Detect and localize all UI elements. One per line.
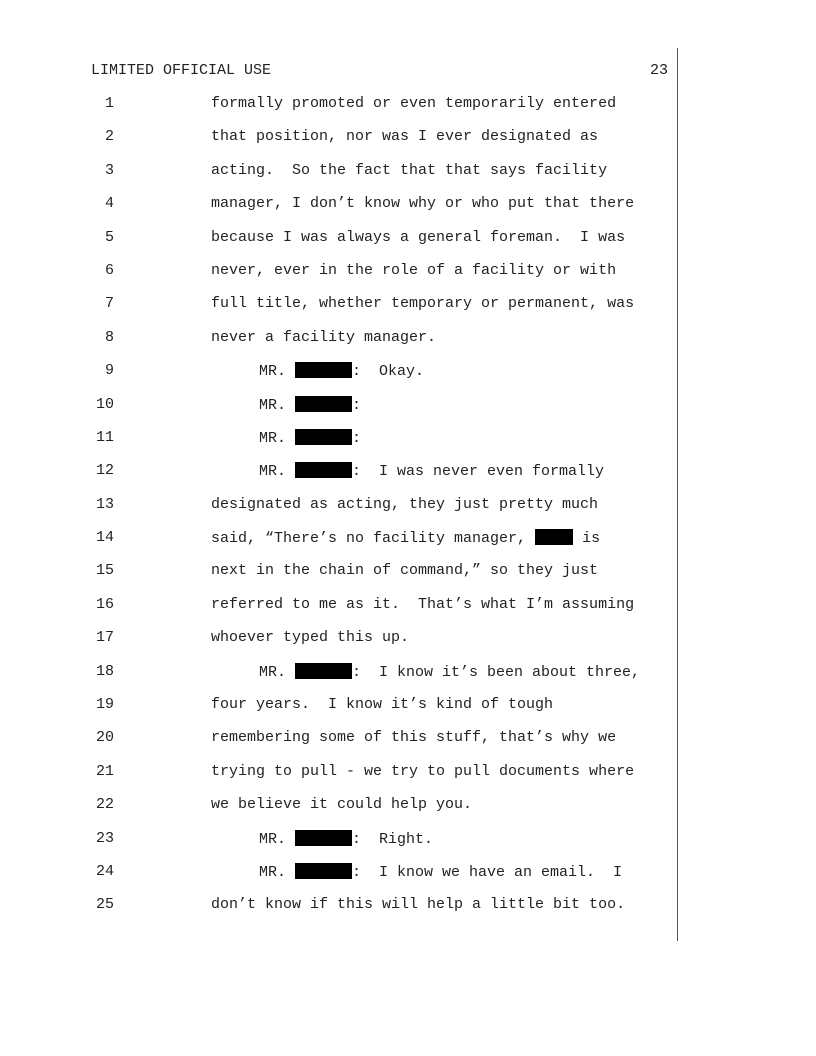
- speaker-line: [259, 830, 433, 848]
- transcript-line: [0, 587, 816, 620]
- speaker-title: MR.: [259, 830, 296, 848]
- redaction-box: [295, 863, 352, 879]
- redaction-box: [295, 830, 352, 846]
- line-text: : I know it’s been about three,: [352, 663, 641, 681]
- transcript-line: [0, 420, 816, 453]
- transcript-line: [0, 787, 816, 820]
- line-text: referred to me as it. That’s what I’m assuming: [211, 595, 635, 613]
- redaction-box: [295, 362, 352, 378]
- speaker-title: MR.: [259, 863, 296, 881]
- line-text: manager, I don’t know why or who put that there: [211, 195, 635, 213]
- transcript-line: [0, 854, 816, 887]
- transcript-body: [0, 86, 816, 921]
- speaker-line: [259, 429, 361, 447]
- speaker-line: [259, 462, 604, 480]
- line-text: trying to pull - we try to pull documents where: [211, 762, 635, 780]
- line-text: that position, nor was I ever designated as: [211, 128, 599, 146]
- line-text: :: [352, 429, 362, 447]
- line-number: 16: [95, 595, 114, 613]
- speaker-title: MR.: [259, 663, 296, 681]
- line-number: 21: [95, 762, 114, 780]
- line-number: 9: [104, 362, 114, 380]
- speaker-title: MR.: [259, 429, 296, 447]
- line-text: don’t know if this will help a little bit too.: [211, 896, 626, 914]
- transcript-line: [0, 487, 816, 520]
- line-number: 24: [95, 862, 114, 880]
- redaction-box: [295, 663, 352, 679]
- line-text: : I was never even formally: [352, 463, 605, 481]
- speaker-title: MR.: [259, 363, 296, 381]
- line-text: next in the chain of command,” so they just: [211, 562, 599, 580]
- line-text: is: [573, 530, 601, 548]
- line-number: 1: [104, 95, 114, 112]
- line-text: whoever typed this up.: [211, 629, 410, 647]
- speaker-title: MR.: [259, 463, 296, 481]
- speaker-line: [259, 396, 361, 414]
- line-number: 12: [95, 462, 114, 480]
- line-number: 7: [104, 295, 114, 313]
- transcript-line: [0, 520, 816, 553]
- line-number: 6: [104, 261, 114, 279]
- line-number: 14: [95, 529, 114, 547]
- line-text: : I know we have an email. I: [352, 863, 623, 881]
- line-number: 25: [95, 896, 114, 914]
- speaker-line: [259, 362, 424, 380]
- line-number: 13: [95, 495, 114, 513]
- transcript-line: [0, 387, 816, 420]
- line-text: remembering some of this stuff, that’s why we: [211, 729, 617, 747]
- transcript-line: [0, 687, 816, 720]
- line-number: 4: [104, 195, 114, 213]
- line-text: four years. I know it’s kind of tough: [211, 696, 554, 714]
- speaker-line: [259, 663, 640, 681]
- line-number: 2: [104, 128, 114, 146]
- line-number: 22: [95, 796, 114, 814]
- transcript-line: [0, 220, 816, 253]
- transcript-line: [0, 821, 816, 854]
- line-text: we believe it could help you.: [211, 796, 473, 814]
- line-number: 18: [95, 662, 114, 680]
- transcript-line: [0, 754, 816, 787]
- transcript-line: [0, 654, 816, 687]
- line-number: 17: [95, 629, 114, 647]
- redaction-box: [295, 462, 352, 478]
- redaction-box: [295, 396, 352, 412]
- transcript-line: [0, 186, 816, 219]
- redacted-line: [211, 529, 600, 547]
- line-text: : Right.: [352, 830, 434, 848]
- transcript-line: [0, 320, 816, 353]
- line-number: 23: [95, 829, 114, 847]
- redaction-box: [295, 429, 352, 445]
- speaker-title: MR.: [259, 396, 296, 414]
- line-number: 20: [95, 729, 114, 747]
- line-number: 19: [95, 696, 114, 714]
- line-number: 8: [104, 328, 114, 346]
- transcript-line: [0, 153, 816, 186]
- line-number: 11: [95, 428, 114, 446]
- line-text: never a facility manager.: [211, 328, 437, 346]
- line-text: formally promoted or even temporarily entered: [211, 95, 617, 112]
- line-text: : Okay.: [352, 363, 425, 381]
- line-text: because I was always a general foreman. I was: [211, 228, 626, 246]
- line-text: never, ever in the role of a facility or with: [211, 261, 617, 279]
- classification-header: LIMITED OFFICIAL USE: [91, 62, 272, 79]
- line-number: 5: [104, 228, 114, 246]
- line-number: 10: [95, 395, 114, 413]
- transcript-line: [0, 553, 816, 586]
- line-number: 15: [95, 562, 114, 580]
- line-text: acting. So the fact that that says facility: [211, 161, 608, 179]
- transcript-line: [0, 720, 816, 753]
- speaker-line: [259, 863, 622, 881]
- line-text: :: [352, 396, 362, 414]
- transcript-line: [0, 453, 816, 486]
- line-text: said, “There’s no facility manager,: [211, 530, 536, 548]
- transcript-line: [0, 253, 816, 286]
- transcript-line: [0, 119, 816, 152]
- line-number: 3: [104, 161, 114, 179]
- line-text: designated as acting, they just pretty much: [211, 495, 599, 513]
- redaction-box: [535, 529, 573, 545]
- transcript-line: [0, 353, 816, 386]
- line-text: full title, whether temporary or permanent, was: [211, 295, 635, 313]
- transcript-line: [0, 286, 816, 319]
- transcript-line: [0, 620, 816, 653]
- transcript-line: [0, 86, 816, 119]
- page-number: 23: [649, 62, 668, 79]
- transcript-line: [0, 887, 816, 920]
